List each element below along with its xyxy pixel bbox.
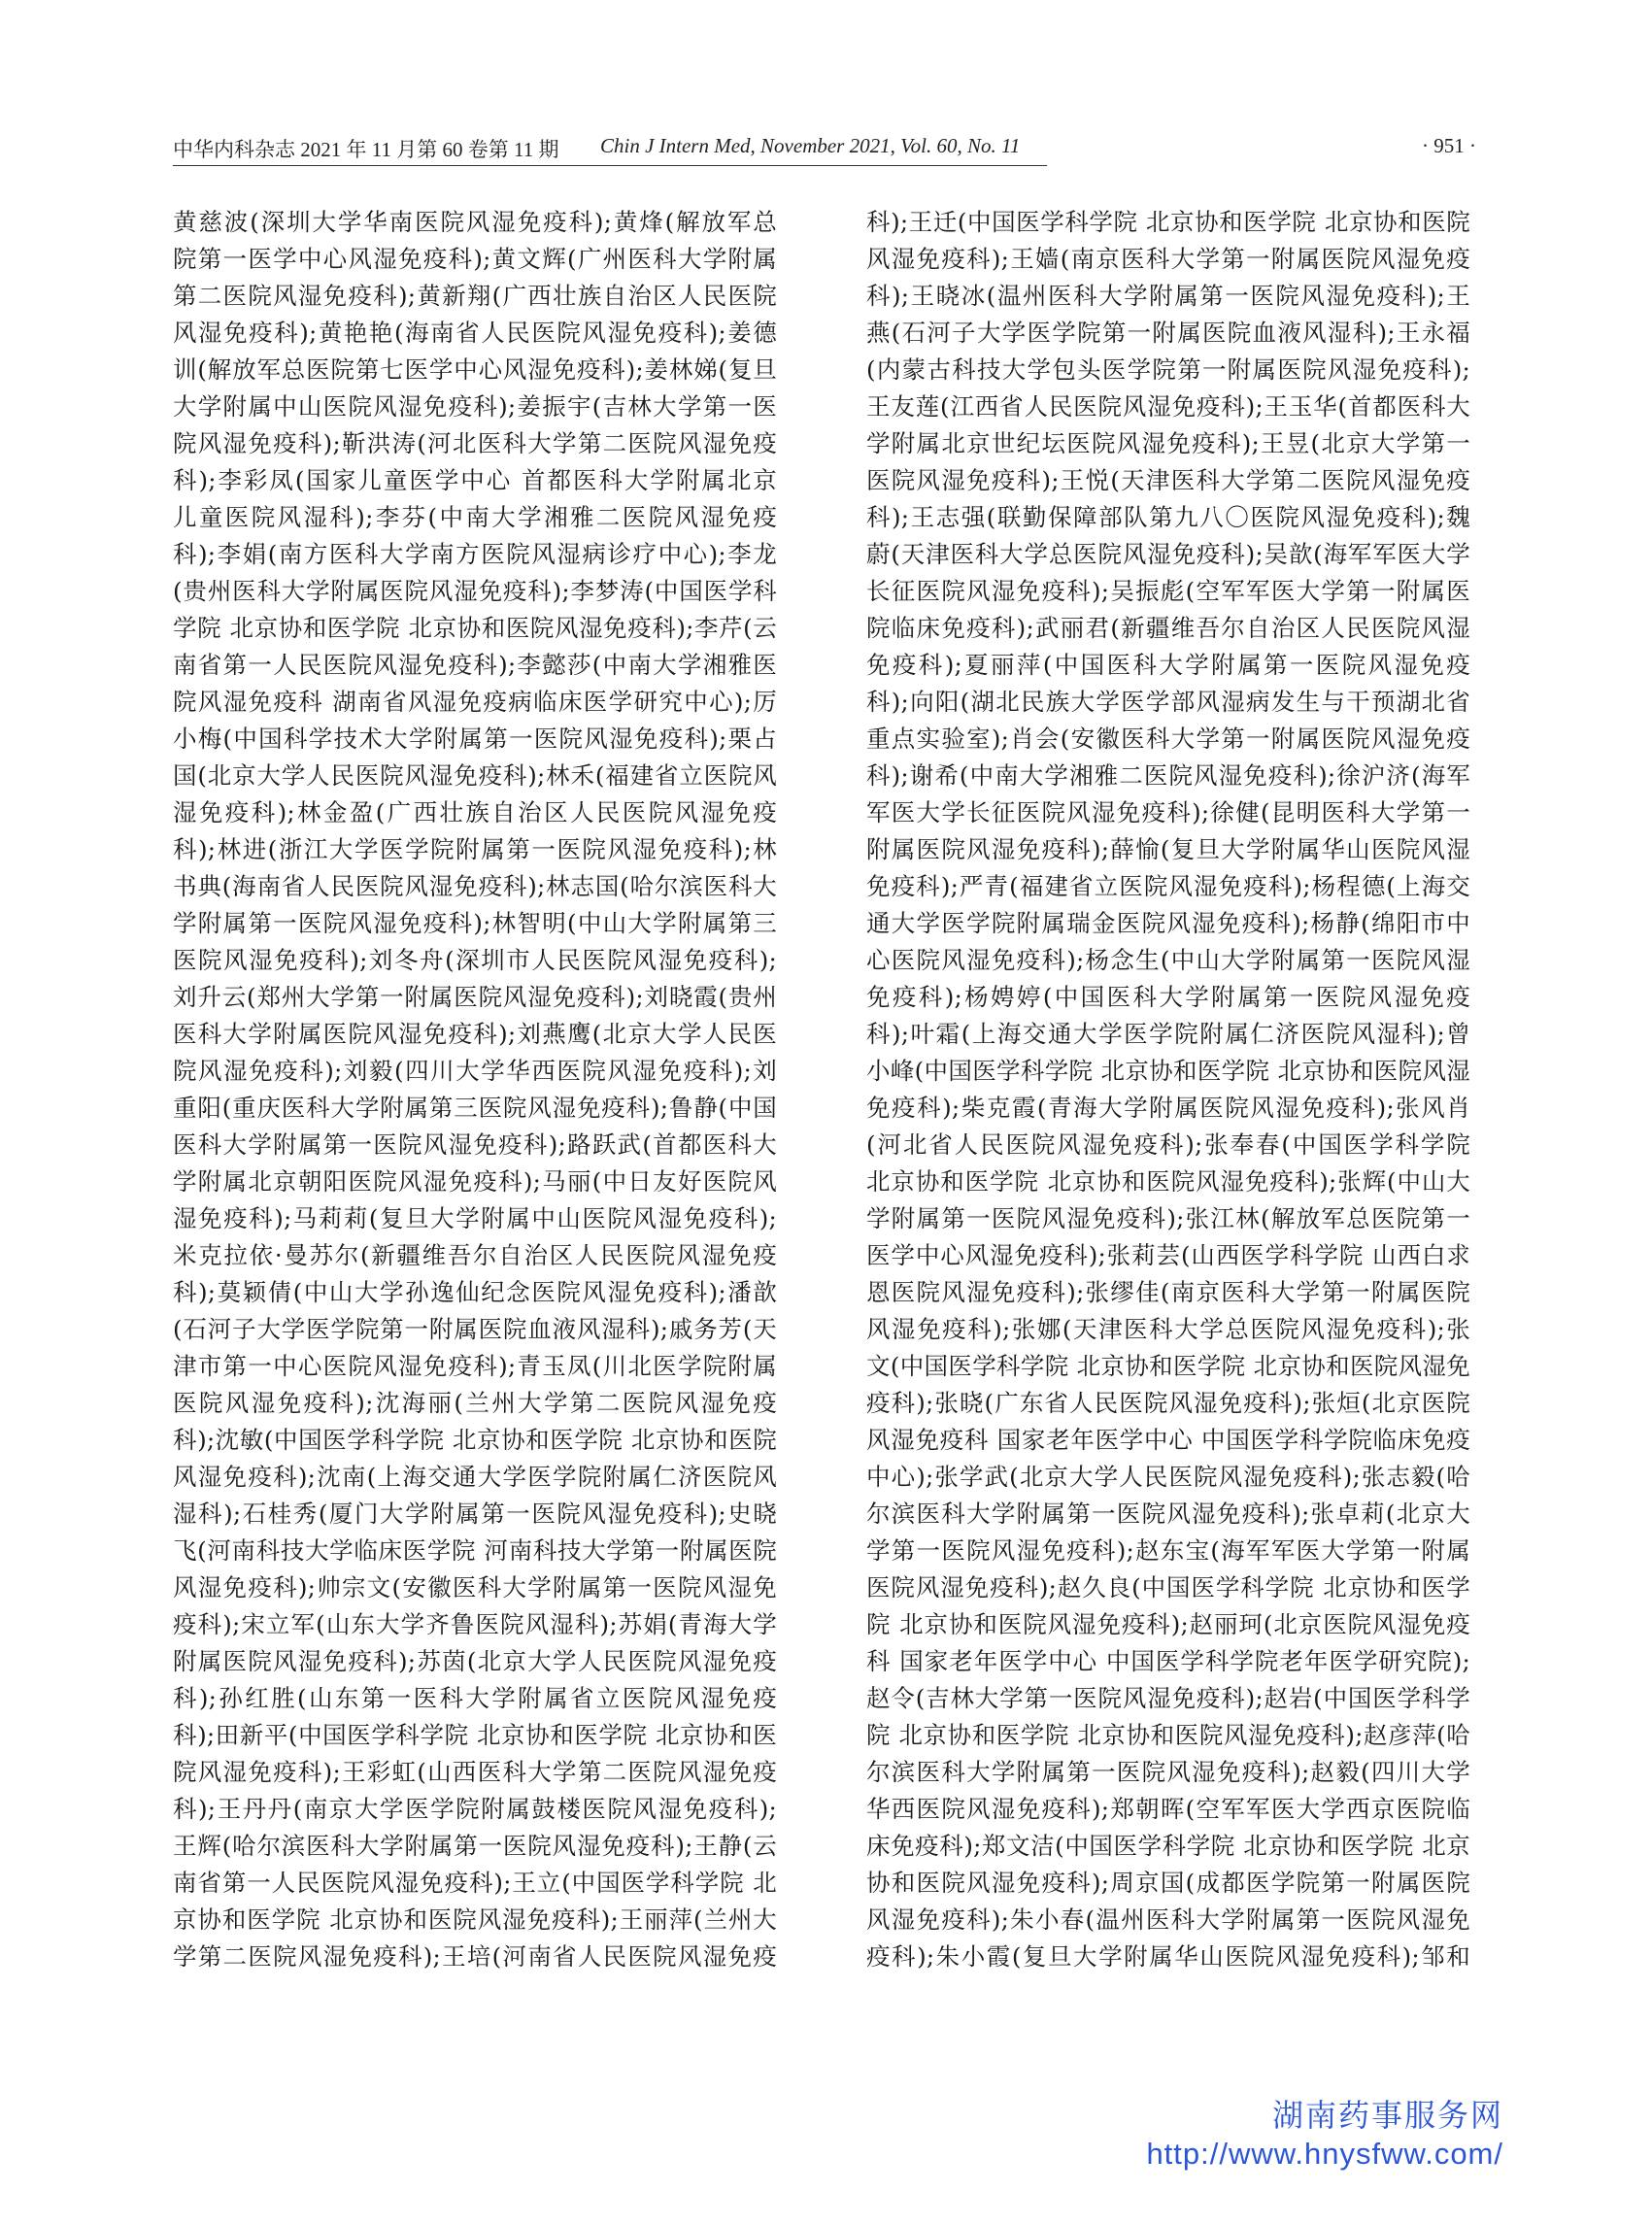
text-line: 疫科);宋立军(山东大学齐鲁医院风湿科);苏娟(青海大学 xyxy=(173,1610,777,1638)
text-line: (内蒙古科技大学包头医学院第一附属医院风湿免疫科); xyxy=(866,355,1470,384)
text-line: 医科大学附属第一医院风湿免疫科);路跃武(首都医科大 xyxy=(173,1130,777,1159)
text-line: 赵令(吉林大学第一医院风湿免疫科);赵岩(中国医学科学 xyxy=(866,1684,1470,1712)
text-line: 中心);张学武(北京大学人民医院风湿免疫科);张志毅(哈 xyxy=(866,1463,1470,1491)
text-line: 风湿免疫科);黄艳艳(海南省人民医院风湿免疫科);姜德 xyxy=(173,319,777,347)
text-line: 附属医院风湿免疫科);苏茵(北京大学人民医院风湿免疫 xyxy=(173,1647,777,1675)
text-line: 医院风湿免疫科);沈海丽(兰州大学第二医院风湿免疫 xyxy=(173,1389,777,1417)
text-line: 重阳(重庆医科大学附属第三医院风湿免疫科);鲁静(中国 xyxy=(173,1094,777,1122)
text-line: 北京协和医学院 北京协和医院风湿免疫科);张辉(中山大 xyxy=(866,1167,1470,1196)
text-line: 湿免疫科);马莉莉(复旦大学附属中山医院风湿免疫科); xyxy=(173,1204,777,1232)
text-line: 科);向阳(湖北民族大学医学部风湿病发生与干预湖北省 xyxy=(866,688,1470,716)
page-number: · 951 · xyxy=(1422,134,1476,157)
text-line: 科);王晓冰(温州医科大学附属第一医院风湿免疫科);王 xyxy=(866,282,1470,310)
text-line: 心医院风湿免疫科);杨念生(中山大学附属第一医院风湿 xyxy=(866,946,1470,974)
text-line: 大学附属中山医院风湿免疫科);姜振宇(吉林大学第一医 xyxy=(173,392,777,421)
text-line: 医院风湿免疫科);王悦(天津医科大学第二医院风湿免疫 xyxy=(866,466,1470,494)
text-line: 科);林进(浙江大学医学院附属第一医院风湿免疫科);林 xyxy=(173,835,777,863)
text-line: 科);孙红胜(山东第一医科大学附属省立医院风湿免疫 xyxy=(173,1684,777,1712)
text-line: 湿免疫科);林金盈(广西壮族自治区人民医院风湿免疫 xyxy=(173,798,777,826)
watermark-url[interactable]: http://www.hnysfww.com/ xyxy=(1146,2137,1503,2171)
text-line: 风湿免疫科);沈南(上海交通大学医学院附属仁济医院风 xyxy=(173,1463,777,1491)
text-line: 学附属北京朝阳医院风湿免疫科);马丽(中日友好医院风 xyxy=(173,1167,777,1196)
text-line: 院风湿免疫科);靳洪涛(河北医科大学第二医院风湿免疫 xyxy=(173,429,777,457)
text-line: 免疫科);严青(福建省立医院风湿免疫科);杨程德(上海交 xyxy=(866,872,1470,900)
text-line: (石河子大学医学院第一附属医院血液风湿科);戚务芳(天 xyxy=(173,1315,777,1343)
text-line: 湿科);石桂秀(厦门大学附属第一医院风湿免疫科);史晓 xyxy=(173,1500,777,1528)
text-line: (河北省人民医院风湿免疫科);张奉春(中国医学科学院 xyxy=(866,1130,1470,1159)
text-line: 南省第一人民医院风湿免疫科);王立(中国医学科学院 北 xyxy=(173,1869,777,1897)
text-line: 学院 北京协和医学院 北京协和医院风湿免疫科);李芹(云 xyxy=(173,614,777,642)
text-line: 院临床免疫科);武丽君(新疆维吾尔自治区人民医院风湿 xyxy=(866,614,1470,642)
watermark-site-name: 湖南药事服务网 xyxy=(1271,2098,1503,2133)
text-line: 学附属第一医院风湿免疫科);林智明(中山大学附属第三 xyxy=(173,909,777,937)
text-line: 科);王丹丹(南京大学医学院附属鼓楼医院风湿免疫科); xyxy=(173,1795,777,1823)
text-line: 科);谢希(中南大学湘雅二医院风湿免疫科);徐沪济(海军 xyxy=(866,761,1470,790)
text-line: 重点实验室);肖会(安徽医科大学第一附属医院风湿免疫 xyxy=(866,725,1470,753)
journal-title-cn: 中华内科杂志 2021 年 11 月第 60 卷第 11 期 xyxy=(173,138,559,161)
text-line: 京协和医学院 北京协和医院风湿免疫科);王丽萍(兰州大 xyxy=(173,1905,777,1934)
text-line: 疫科);张晓(广东省人民医院风湿免疫科);张烜(北京医院 xyxy=(866,1389,1470,1417)
text-line: 科 国家老年医学中心 中国医学科学院老年医学研究院); xyxy=(866,1647,1470,1675)
header-rule xyxy=(173,165,1047,166)
text-line: 床免疫科);郑文洁(中国医学科学院 北京协和医学院 北京 xyxy=(866,1832,1470,1860)
text-line: 军医大学长征医院风湿免疫科);徐健(昆明医科大学第一 xyxy=(866,798,1470,826)
journal-title-en: Chin J Intern Med, November 2021, Vol. 60, No. 11 xyxy=(600,134,1021,157)
text-line: 免疫科);杨娉婷(中国医科大学附属第一医院风湿免疫 xyxy=(866,983,1470,1011)
text-line: 风湿免疫科);帅宗文(安徽医科大学附属第一医院风湿免 xyxy=(173,1573,777,1601)
text-line: 王友莲(江西省人民医院风湿免疫科);王玉华(首都医科大 xyxy=(866,392,1470,421)
text-line: 风湿免疫科);王嫱(南京医科大学第一附属医院风湿免疫 xyxy=(866,245,1470,273)
site-watermark xyxy=(1096,2096,1503,2174)
text-line: 科);叶霜(上海交通大学医学院附属仁济医院风湿科);曾 xyxy=(866,1020,1470,1048)
text-line: 学附属北京世纪坛医院风湿免疫科);王昱(北京大学第一 xyxy=(866,429,1470,457)
right-text-column xyxy=(866,204,1470,2078)
text-line: 尔滨医科大学附属第一医院风湿免疫科);赵毅(四川大学 xyxy=(866,1758,1470,1786)
text-line: 学第一医院风湿免疫科);赵东宝(海军军医大学第一附属 xyxy=(866,1536,1470,1565)
text-line: 院风湿免疫科);刘毅(四川大学华西医院风湿免疫科);刘 xyxy=(173,1057,777,1085)
text-line: 小峰(中国医学科学院 北京协和医学院 北京协和医院风湿 xyxy=(866,1057,1470,1085)
text-line: 医院风湿免疫科);刘冬舟(深圳市人民医院风湿免疫科); xyxy=(173,946,777,974)
text-line: 风湿免疫科);张娜(天津医科大学总医院风湿免疫科);张 xyxy=(866,1315,1470,1343)
text-line: 疫科);朱小霞(复旦大学附属华山医院风湿免疫科);邹和 xyxy=(866,1942,1470,1971)
text-line: 免疫科);柴克霞(青海大学附属医院风湿免疫科);张风肖 xyxy=(866,1094,1470,1122)
text-line: 风湿免疫科);朱小春(温州医科大学附属第一医院风湿免 xyxy=(866,1905,1470,1934)
text-line: 刘升云(郑州大学第一附属医院风湿免疫科);刘晓霞(贵州 xyxy=(173,983,777,1011)
text-line: 医院风湿免疫科);赵久良(中国医学科学院 北京协和医学 xyxy=(866,1573,1470,1601)
text-line: 院第一医学中心风湿免疫科);黄文辉(广州医科大学附属 xyxy=(173,245,777,273)
text-line: 米克拉依·曼苏尔(新疆维吾尔自治区人民医院风湿免疫 xyxy=(173,1241,777,1269)
text-line: 科);沈敏(中国医学科学院 北京协和医学院 北京协和医院 xyxy=(173,1426,777,1454)
text-line: 医科大学附属医院风湿免疫科);刘燕鹰(北京大学人民医 xyxy=(173,1020,777,1048)
text-line: 院风湿免疫科);王彩虹(山西医科大学第二医院风湿免疫 xyxy=(173,1758,777,1786)
text-line: 通大学医学院附属瑞金医院风湿免疫科);杨静(绵阳市中 xyxy=(866,909,1470,937)
text-line: 协和医院风湿免疫科);周京国(成都医学院第一附属医院 xyxy=(866,1869,1470,1897)
text-line: 蔚(天津医科大学总医院风湿免疫科);吴歆(海军军医大学 xyxy=(866,540,1470,568)
left-text-column xyxy=(173,204,777,2078)
text-line: 院风湿免疫科 湖南省风湿免疫病临床医学研究中心);厉 xyxy=(173,688,777,716)
text-line: 书典(海南省人民医院风湿免疫科);林志国(哈尔滨医科大 xyxy=(173,872,777,900)
text-line: 学第二医院风湿免疫科);王培(河南省人民医院风湿免疫 xyxy=(173,1942,777,1971)
text-line: 科);田新平(中国医学科学院 北京协和医学院 北京协和医 xyxy=(173,1721,777,1749)
text-line: 院 北京协和医院风湿免疫科);赵丽珂(北京医院风湿免疫 xyxy=(866,1610,1470,1638)
text-line: 尔滨医科大学附属第一医院风湿免疫科);张卓莉(北京大 xyxy=(866,1500,1470,1528)
text-line: 科);王志强(联勤保障部队第九八〇医院风湿免疫科);魏 xyxy=(866,503,1470,531)
text-line: (贵州医科大学附属医院风湿免疫科);李梦涛(中国医学科 xyxy=(173,577,777,605)
text-line: 长征医院风湿免疫科);吴振彪(空军军医大学第一附属医 xyxy=(866,577,1470,605)
text-line: 科);李娟(南方医科大学南方医院风湿病诊疗中心);李龙 xyxy=(173,540,777,568)
text-line: 科);王迁(中国医学科学院 北京协和医学院 北京协和医院 xyxy=(866,208,1470,236)
text-line: 黄慈波(深圳大学华南医院风湿免疫科);黄烽(解放军总 xyxy=(173,208,777,236)
text-line: 王辉(哈尔滨医科大学附属第一医院风湿免疫科);王静(云 xyxy=(173,1832,777,1860)
text-line: 免疫科);夏丽萍(中国医科大学附属第一医院风湿免疫 xyxy=(866,651,1470,679)
text-line: 国(北京大学人民医院风湿免疫科);林禾(福建省立医院风 xyxy=(173,761,777,790)
text-line: 南省第一人民医院风湿免疫科);李懿莎(中南大学湘雅医 xyxy=(173,651,777,679)
text-line: 训(解放军总医院第七医学中心风湿免疫科);姜林娣(复旦 xyxy=(173,355,777,384)
text-line: 文(中国医学科学院 北京协和医学院 北京协和医院风湿免 xyxy=(866,1352,1470,1380)
text-line: 燕(石河子大学医学院第一附属医院血液风湿科);王永福 xyxy=(866,319,1470,347)
text-line: 华西医院风湿免疫科);郑朝晖(空军军医大学西京医院临 xyxy=(866,1795,1470,1823)
text-line: 院 北京协和医学院 北京协和医院风湿免疫科);赵彦萍(哈 xyxy=(866,1721,1470,1749)
text-line: 科);李彩凤(国家儿童医学中心 首都医科大学附属北京 xyxy=(173,466,777,494)
text-line: 附属医院风湿免疫科);薛愉(复旦大学附属华山医院风湿 xyxy=(866,835,1470,863)
text-line: 第二医院风湿免疫科);黄新翔(广西壮族自治区人民医院 xyxy=(173,282,777,310)
text-line: 津市第一中心医院风湿免疫科);青玉凤(川北医学院附属 xyxy=(173,1352,777,1380)
text-line: 小梅(中国科学技术大学附属第一医院风湿免疫科);栗占 xyxy=(173,725,777,753)
text-line: 风湿免疫科 国家老年医学中心 中国医学科学院临床免疫 xyxy=(866,1426,1470,1454)
running-head xyxy=(173,130,1476,167)
text-line: 医学中心风湿免疫科);张莉芸(山西医学科学院 山西白求 xyxy=(866,1241,1470,1269)
text-line: 科);莫颖倩(中山大学孙逸仙纪念医院风湿免疫科);潘歆 xyxy=(173,1278,777,1306)
text-line: 恩医院风湿免疫科);张缪佳(南京医科大学第一附属医院 xyxy=(866,1278,1470,1306)
text-line: 儿童医院风湿科);李芬(中南大学湘雅二医院风湿免疫 xyxy=(173,503,777,531)
text-line: 学附属第一医院风湿免疫科);张江林(解放军总医院第一 xyxy=(866,1204,1470,1232)
text-line: 飞(河南科技大学临床医学院 河南科技大学第一附属医院 xyxy=(173,1536,777,1565)
